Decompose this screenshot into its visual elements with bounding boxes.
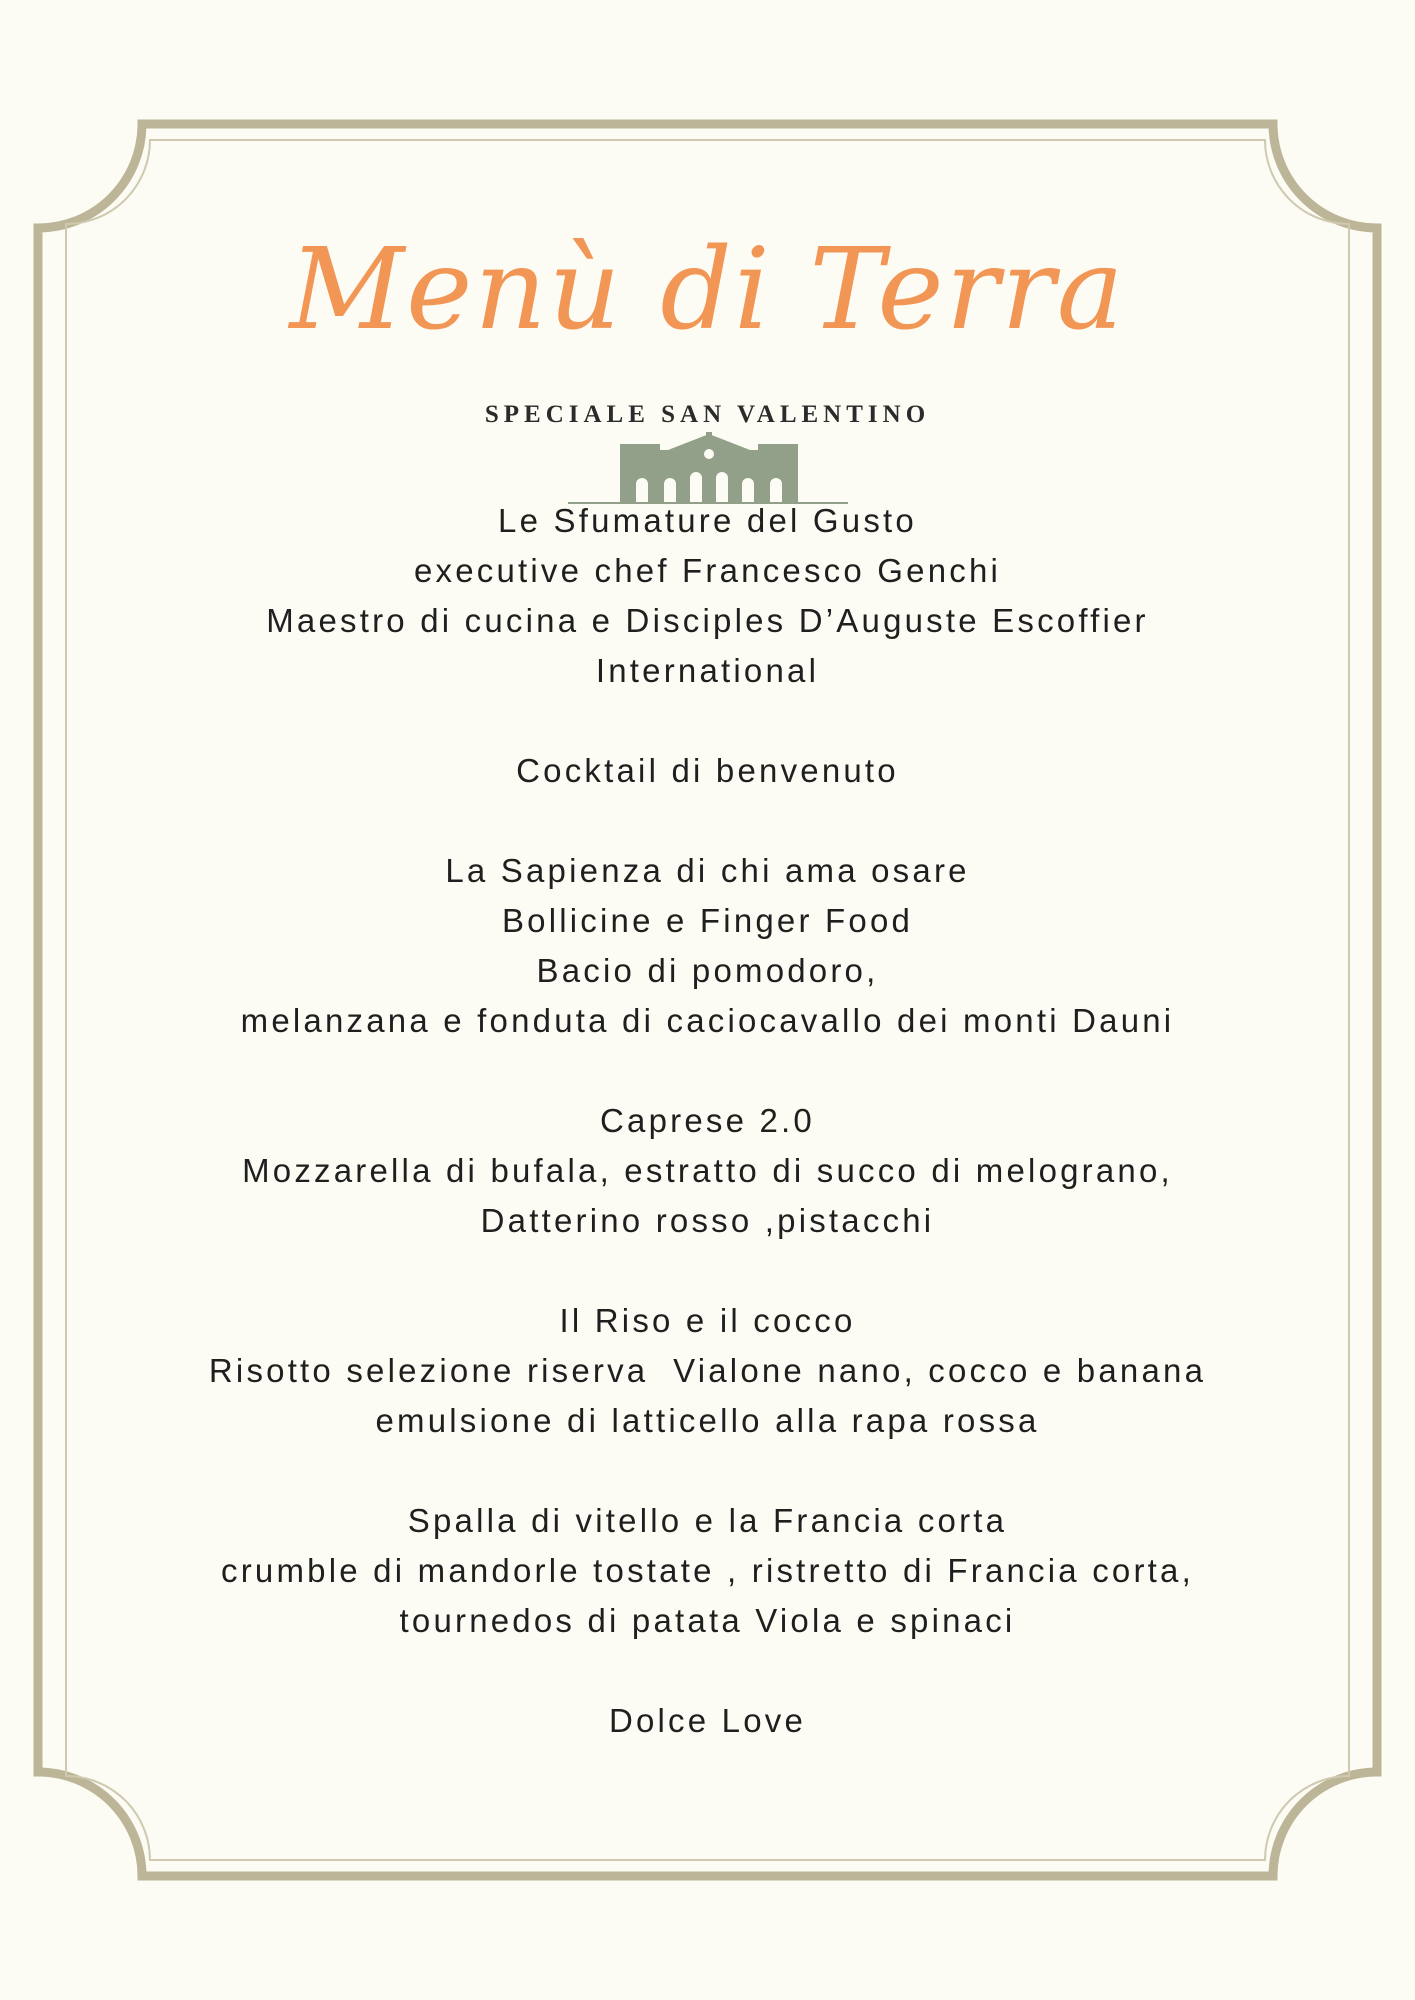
menu-line: Caprese 2.0 — [600, 1102, 815, 1139]
menu-line: emulsione di latticello alla rapa rossa — [375, 1402, 1040, 1439]
menu-line: Cocktail di benvenuto — [516, 752, 899, 789]
menu-line: Maestro di cucina e Disciples D’Auguste Escoffier — [266, 602, 1149, 639]
menu-line: Il Riso e il cocco — [559, 1302, 856, 1339]
page-title: Menù di Terra — [289, 225, 1126, 355]
menu-line: Bacio di pomodoro, — [536, 952, 879, 989]
menu-spacer — [110, 1246, 1305, 1296]
menu-line: tournedos di patata Viola e spinaci — [399, 1602, 1016, 1639]
menu-line: Datterino rosso ,pistacchi — [480, 1202, 935, 1239]
menu-spacer — [110, 1446, 1305, 1496]
menu-line: Dolce Love — [608, 1702, 807, 1739]
menu-line: Mozzarella di bufala, estratto di succo di melograno, — [242, 1152, 1173, 1189]
menu-line: International — [595, 652, 820, 689]
menu-line: crumble di mandorle tostate , ristretto di Francia corta, — [221, 1552, 1194, 1589]
menu-line: Bollicine e Finger Food — [501, 902, 914, 939]
menu-line: executive chef Francesco Genchi — [413, 552, 1002, 589]
menu-line: Risotto selezione riserva Vialone nano, cocco e banana — [208, 1352, 1207, 1389]
menu-spacer — [110, 696, 1305, 746]
menu-spacer — [110, 796, 1305, 846]
menu-spacer — [110, 1646, 1305, 1696]
menu-line: melanzana e fonduta di caciocavallo dei monti Dauni — [240, 1002, 1175, 1039]
menu-content — [110, 496, 1305, 1746]
menu-line: La Sapienza di chi ama osare — [445, 852, 970, 889]
building-facade-icon — [568, 432, 848, 506]
menu-spacer — [110, 1046, 1305, 1096]
menu-line: Le Sfumature del Gusto — [498, 502, 917, 539]
page-subtitle: SPECIALE SAN VALENTINO — [484, 401, 931, 428]
menu-line: Spalla di vitello e la Francia corta — [407, 1502, 1008, 1539]
